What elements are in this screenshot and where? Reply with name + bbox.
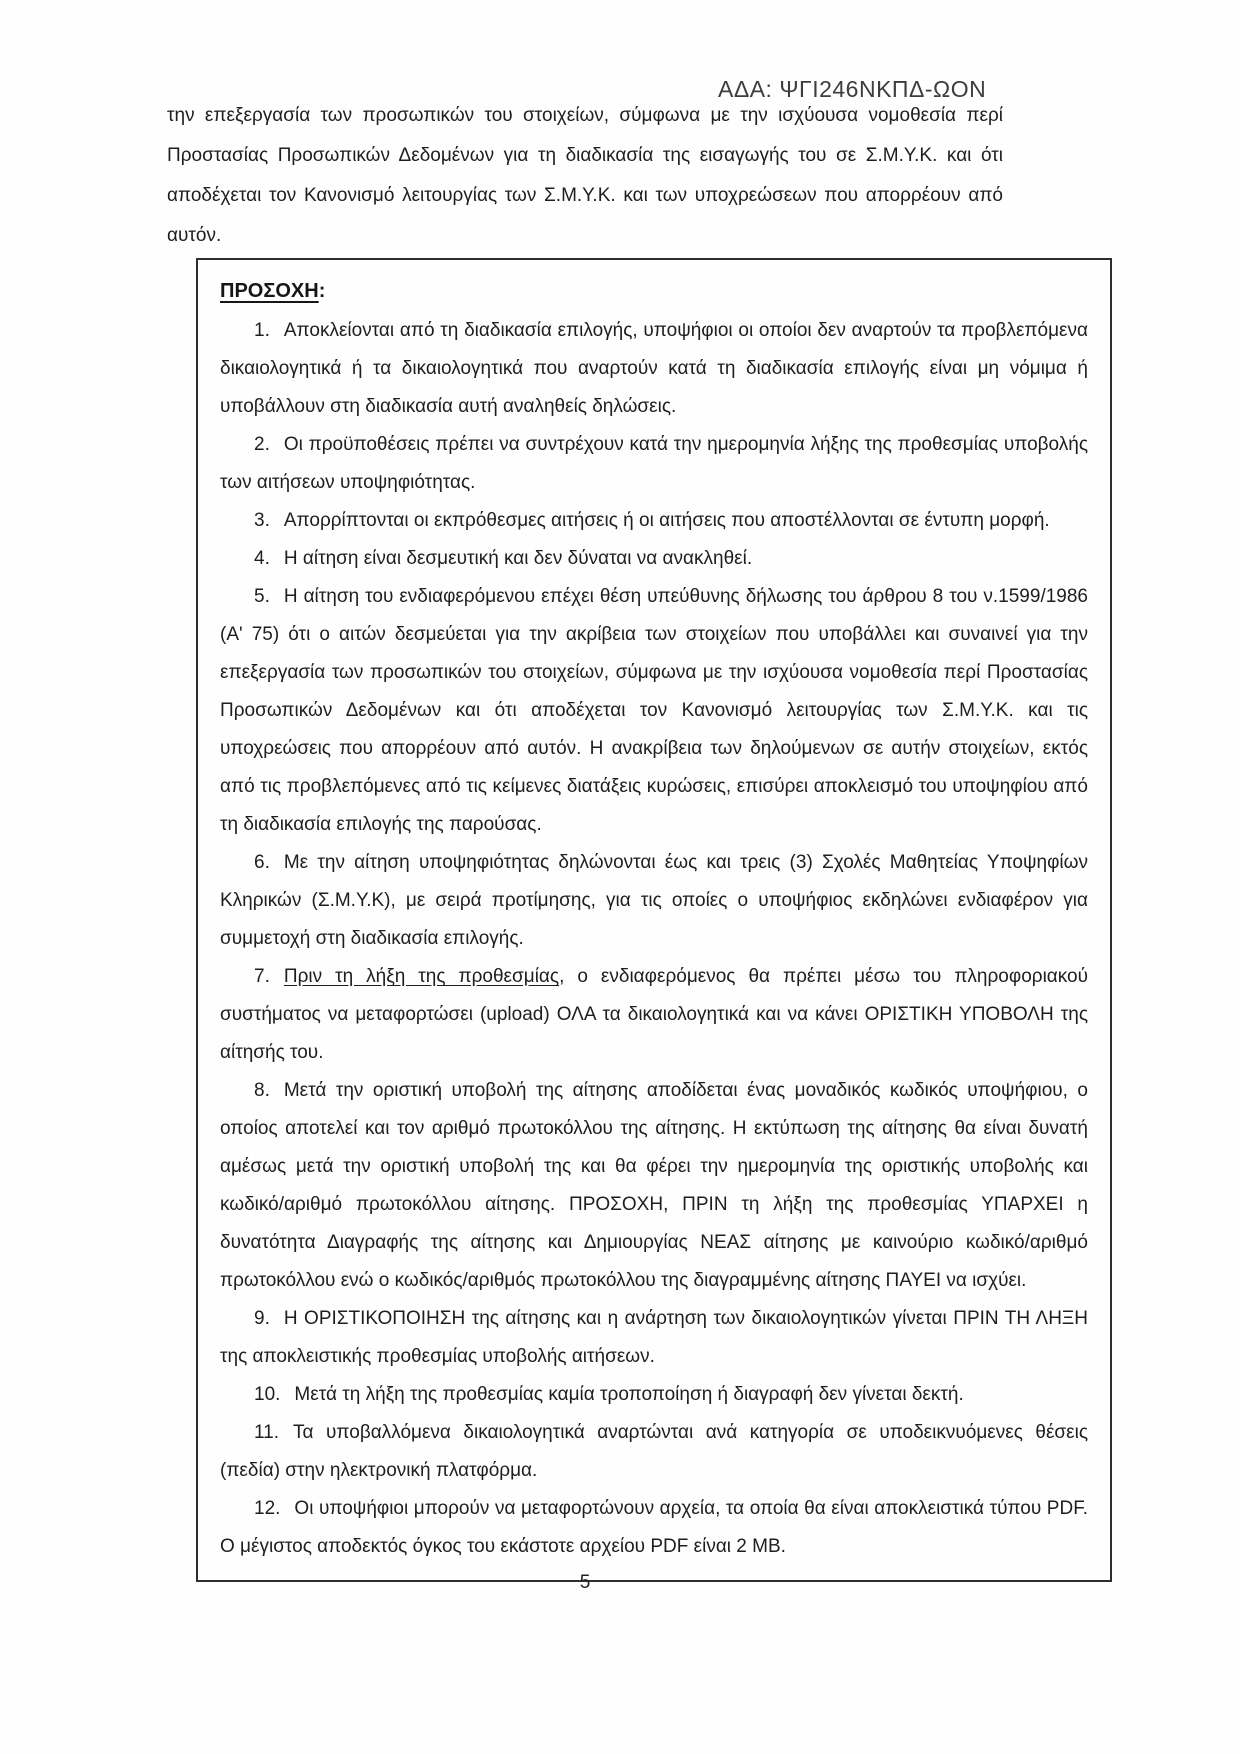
notice-heading-colon: : xyxy=(318,280,326,302)
notice-item-number: 2. xyxy=(254,434,270,455)
notice-item: 5. Η αίτηση του ενδιαφερόμενου επέχει θέση υπεύθυνης δήλωσης του άρθρου 8 του ν.1599/1986 (Α' 75) ότι ο αιτών δεσμεύεται για την ακρίβεια των στοιχείων που υποβάλλει και συναινεί για την επεξεργασία των προσωπικών του στοιχείων, σύμφωνα με την ισχύουσα νομοθεσία περί Προστασίας Προσωπικών Δεδομένων και ότι αποδέχεται τον Κανονισμό λειτουργίας των Σ.Μ.Υ.Κ. και τις υποχρεώσεις που απορρέουν από αυτόν. Η ανακρίβεια των δηλούμενων σε αυτήν στοιχείων, εκτός από τις προβλεπόμενες από τις κείμενες διατάξεις κυρώσεις, επισύρει αποκλεισμό του υποψηφίου από τη διαδικασία επιλογής της παρούσας. xyxy=(220,586,1088,835)
notice-item-number: 6. xyxy=(254,852,270,873)
notice-item: 6. Με την αίτηση υποψηφιότητας δηλώνονται έως και τρεις (3) Σχολές Μαθητείας Υποψηφίων Κληρικών (Σ.Μ.Υ.Κ), με σειρά προτίμησης, για τις οποίες ο υποψήφιος εκδηλώνει ενδιαφέρον για συμμετοχή στη διαδικασία επιλογής. xyxy=(220,852,1088,949)
notice-item-number: 3. xyxy=(254,510,270,531)
intro-paragraph: την επεξεργασία των προσωπικών του στοιχείων, σύμφωνα με την ισχύουσα νομοθεσία περί Προστασίας Προσωπικών Δεδομένων για τη διαδικασία της εισαγωγής του σε Σ.Μ.Υ.Κ. και ότι αποδέχεται τον Κανονισμό λειτουργίας των Σ.Μ.Υ.Κ. και των υποχρεώσεων που απορρέουν από αυτόν. xyxy=(167,105,1003,246)
notice-item-number: 9. xyxy=(254,1308,270,1329)
notice-item-number: 11. xyxy=(254,1422,280,1443)
notice-item: 4. Η αίτηση είναι δεσμευτική και δεν δύναται να ανακληθεί. xyxy=(254,548,753,569)
page-number: 5 xyxy=(579,1572,591,1593)
ada-code-label: ΑΔΑ: ΨΓΙ246ΝΚΠΔ-ΩΟΝ xyxy=(718,76,987,102)
notice-list xyxy=(220,312,1088,1566)
notice-item: 3. Απορρίπτονται οι εκπρόθεσμες αιτήσεις ή οι αιτήσεις που αποστέλλονται σε έντυπη μορφή. xyxy=(254,510,1050,531)
notice-item: 10. Μετά τη λήξη της προθεσμίας καμία τροποποίηση ή διαγραφή δεν γίνεται δεκτή. xyxy=(254,1384,964,1405)
notice-item-number: 5. xyxy=(254,586,270,607)
notice-box xyxy=(196,258,1112,1582)
notice-item: 2. Οι προϋποθέσεις πρέπει να συντρέχουν κατά την ημερομηνία λήξης της προθεσμίας υποβολής των αιτήσεων υποψηφιότητας. xyxy=(220,434,1088,493)
notice-item: 8. Μετά την οριστική υποβολή της αίτησης αποδίδεται ένας μοναδικός κωδικός υποψήφιου, ο οποίος αποτελεί και τον αριθμό πρωτοκόλλου της αίτησης. Η εκτύπωση της αίτησης θα είναι δυνατή αμέσως μετά την οριστική υποβολή της και θα φέρει την ημερομηνία της οριστικής υποβολής και κωδικό/αριθμό πρωτοκόλλου αίτησης. ΠΡΟΣΟΧΗ, ΠΡΙΝ τη λήξη της προθεσμίας ΥΠΑΡΧΕΙ η δυνατότητα Διαγραφής της αίτησης και Δημιουργίας ΝΕΑΣ αίτησης με καινούριο κωδικό/αριθμό πρωτοκόλλου ενώ ο κωδικός/αριθμός πρωτοκόλλου της διαγραμμένης αίτησης ΠΑΥΕΙ να ισχύει. xyxy=(220,1080,1088,1291)
notice-item: 12. Οι υποψήφιοι μπορούν να μεταφορτώνουν αρχεία, τα οποία θα είναι αποκλειστικά τύπου PDF. Ο μέγιστος αποδεκτός όγκος του εκάστοτε αρχείου PDF είναι 2 MB. xyxy=(220,1498,1088,1557)
notice-item-number: 7. xyxy=(254,966,270,987)
notice-item-number: 4. xyxy=(254,548,270,569)
notice-item-number: 12. xyxy=(254,1498,281,1519)
notice-item-number: 8. xyxy=(254,1080,270,1101)
notice-item: 11. Τα υποβαλλόμενα δικαιολογητικά αναρτώνται ανά κατηγορία σε υποδεικνυόμενες θέσεις (πεδία) στην ηλεκτρονική πλατφόρμα. xyxy=(220,1422,1088,1481)
notice-item: 7. Πριν τη λήξη της προθεσμίας, ο ενδιαφερόμενος θα πρέπει μέσω του πληροφοριακού συστήματος να μεταφορτώσει (upload) ΟΛΑ τα δικαιολογητικά και να κάνει ΟΡΙΣΤΙΚΗ ΥΠΟΒΟΛΗ της αίτησής του. xyxy=(220,966,1088,1063)
notice-item-number: 10. xyxy=(254,1384,281,1405)
notice-heading-word: ΠΡΟΣΟΧΗ xyxy=(220,280,319,302)
notice-heading xyxy=(220,270,1088,312)
notice-item-number: 1. xyxy=(254,320,270,341)
notice-item-underlined-phrase: Πριν τη λήξη της προθεσμίας xyxy=(283,966,560,987)
notice-item: 9. Η ΟΡΙΣΤΙΚΟΠΟΙΗΣΗ της αίτησης και η ανάρτηση των δικαιολογητικών γίνεται ΠΡΙΝ ΤΗ ΛΗΞΗ της αποκλειστικής προθεσμίας υποβολής αιτήσεων. xyxy=(220,1308,1088,1367)
notice-item: 1. Αποκλείονται από τη διαδικασία επιλογής, υποψήφιοι οι οποίοι δεν αναρτούν τα προβλεπόμενα δικαιολογητικά ή τα δικαιολογητικά που αναρτούν κατά τη διαδικασία επιλογής είναι μη νόμιμα ή υποβάλλουν στη διαδικασία αυτή αναληθείς δηλώσεις. xyxy=(220,320,1088,417)
